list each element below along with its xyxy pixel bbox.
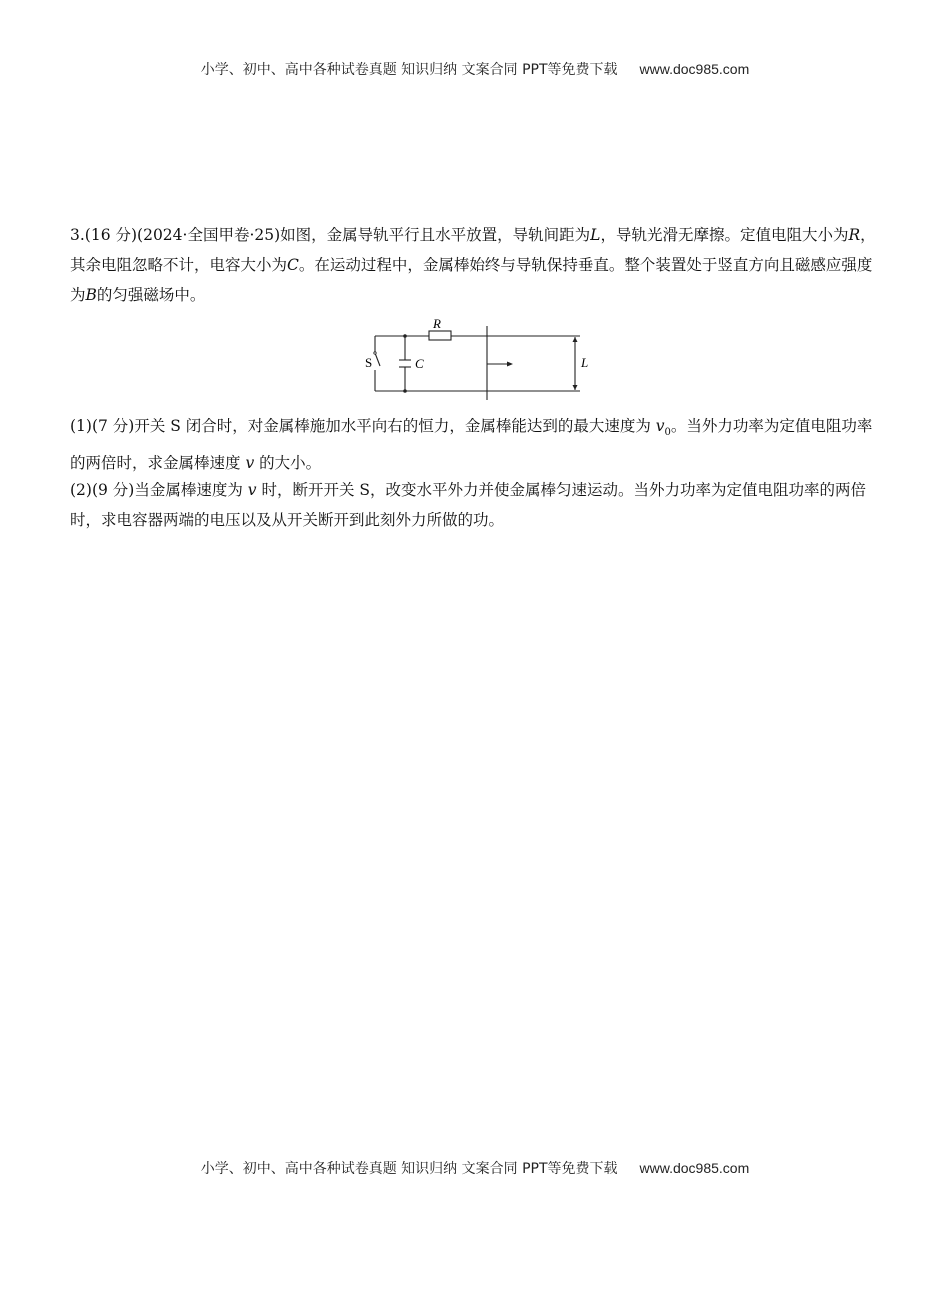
header-text: 小学、初中、高中各种试卷真题 知识归纳 文案合同 PPT等免费下载: [200, 62, 618, 78]
label-spacing: L: [581, 355, 589, 370]
q2-text-2: 时，断开开关 S，改变水平外力并使金属棒匀速运动。当外力功率为定值电阻功率的两倍时，求电容器两端的电压以及从开关断开到此刻外力所做的功。: [70, 481, 867, 529]
stem-text-4: 。在运动过程中，金属棒始终与导轨保持垂直。整个装置处于竖直方向且磁感应强度为: [70, 256, 873, 304]
dimension-arrow-bottom: [573, 385, 578, 390]
stem-var-R: R: [848, 226, 861, 244]
switch-contact: [374, 352, 376, 354]
footer-url[interactable]: www.doc985.com: [639, 1160, 750, 1176]
q2-text-1: (2)(9 分)当金属棒速度为: [70, 481, 248, 499]
circuit-diagram: [362, 316, 592, 404]
page-footer: [0, 1158, 950, 1178]
q1-text-1: (1)(7 分)开关 S 闭合时，对金属棒施加水平向右的恒力，金属棒能达到的最大速度为: [70, 417, 656, 435]
junction-bottom: [403, 389, 407, 393]
q1-text-2: 。当外力功率为定值电阻功率的两倍时，求金属棒速度: [70, 417, 873, 473]
q1-subscript-0: 0: [664, 427, 671, 439]
question-1: [70, 411, 882, 478]
switch-blade: [375, 353, 380, 366]
q2-var-v: v: [247, 481, 257, 499]
problem-stem: [70, 220, 882, 310]
q1-text-3: 的大小。: [254, 454, 322, 473]
page-header: [0, 59, 950, 79]
question-2: [70, 475, 882, 535]
label-switch: S: [365, 355, 373, 370]
stem-text-3: ，其余电阻忽略不计，电容大小为: [70, 226, 876, 274]
stem-var-L: L: [590, 226, 601, 244]
header-url[interactable]: www.doc985.com: [639, 61, 750, 77]
q1-var-v: v: [245, 454, 255, 473]
resistor-symbol: [429, 331, 451, 340]
velocity-arrow-head: [507, 362, 513, 367]
dimension-arrow-top: [573, 337, 578, 342]
stem-var-C: C: [287, 256, 299, 274]
label-resistor: R: [433, 316, 441, 331]
junction-top: [403, 334, 407, 338]
stem-text-5: 的匀强磁场中。: [96, 286, 206, 304]
footer-text: 小学、初中、高中各种试卷真题 知识归纳 文案合同 PPT等免费下载: [200, 1161, 618, 1177]
stem-var-B: B: [85, 286, 97, 304]
stem-text-2: ，导轨光滑无摩擦。定值电阻大小为: [600, 226, 849, 244]
label-capacitor: C: [415, 356, 424, 371]
q1-var-v0: v: [655, 417, 665, 435]
stem-text-1: 3.(16 分)(2024·全国甲卷·25)如图，金属导轨平行且水平放置，导轨间距为: [70, 226, 591, 244]
